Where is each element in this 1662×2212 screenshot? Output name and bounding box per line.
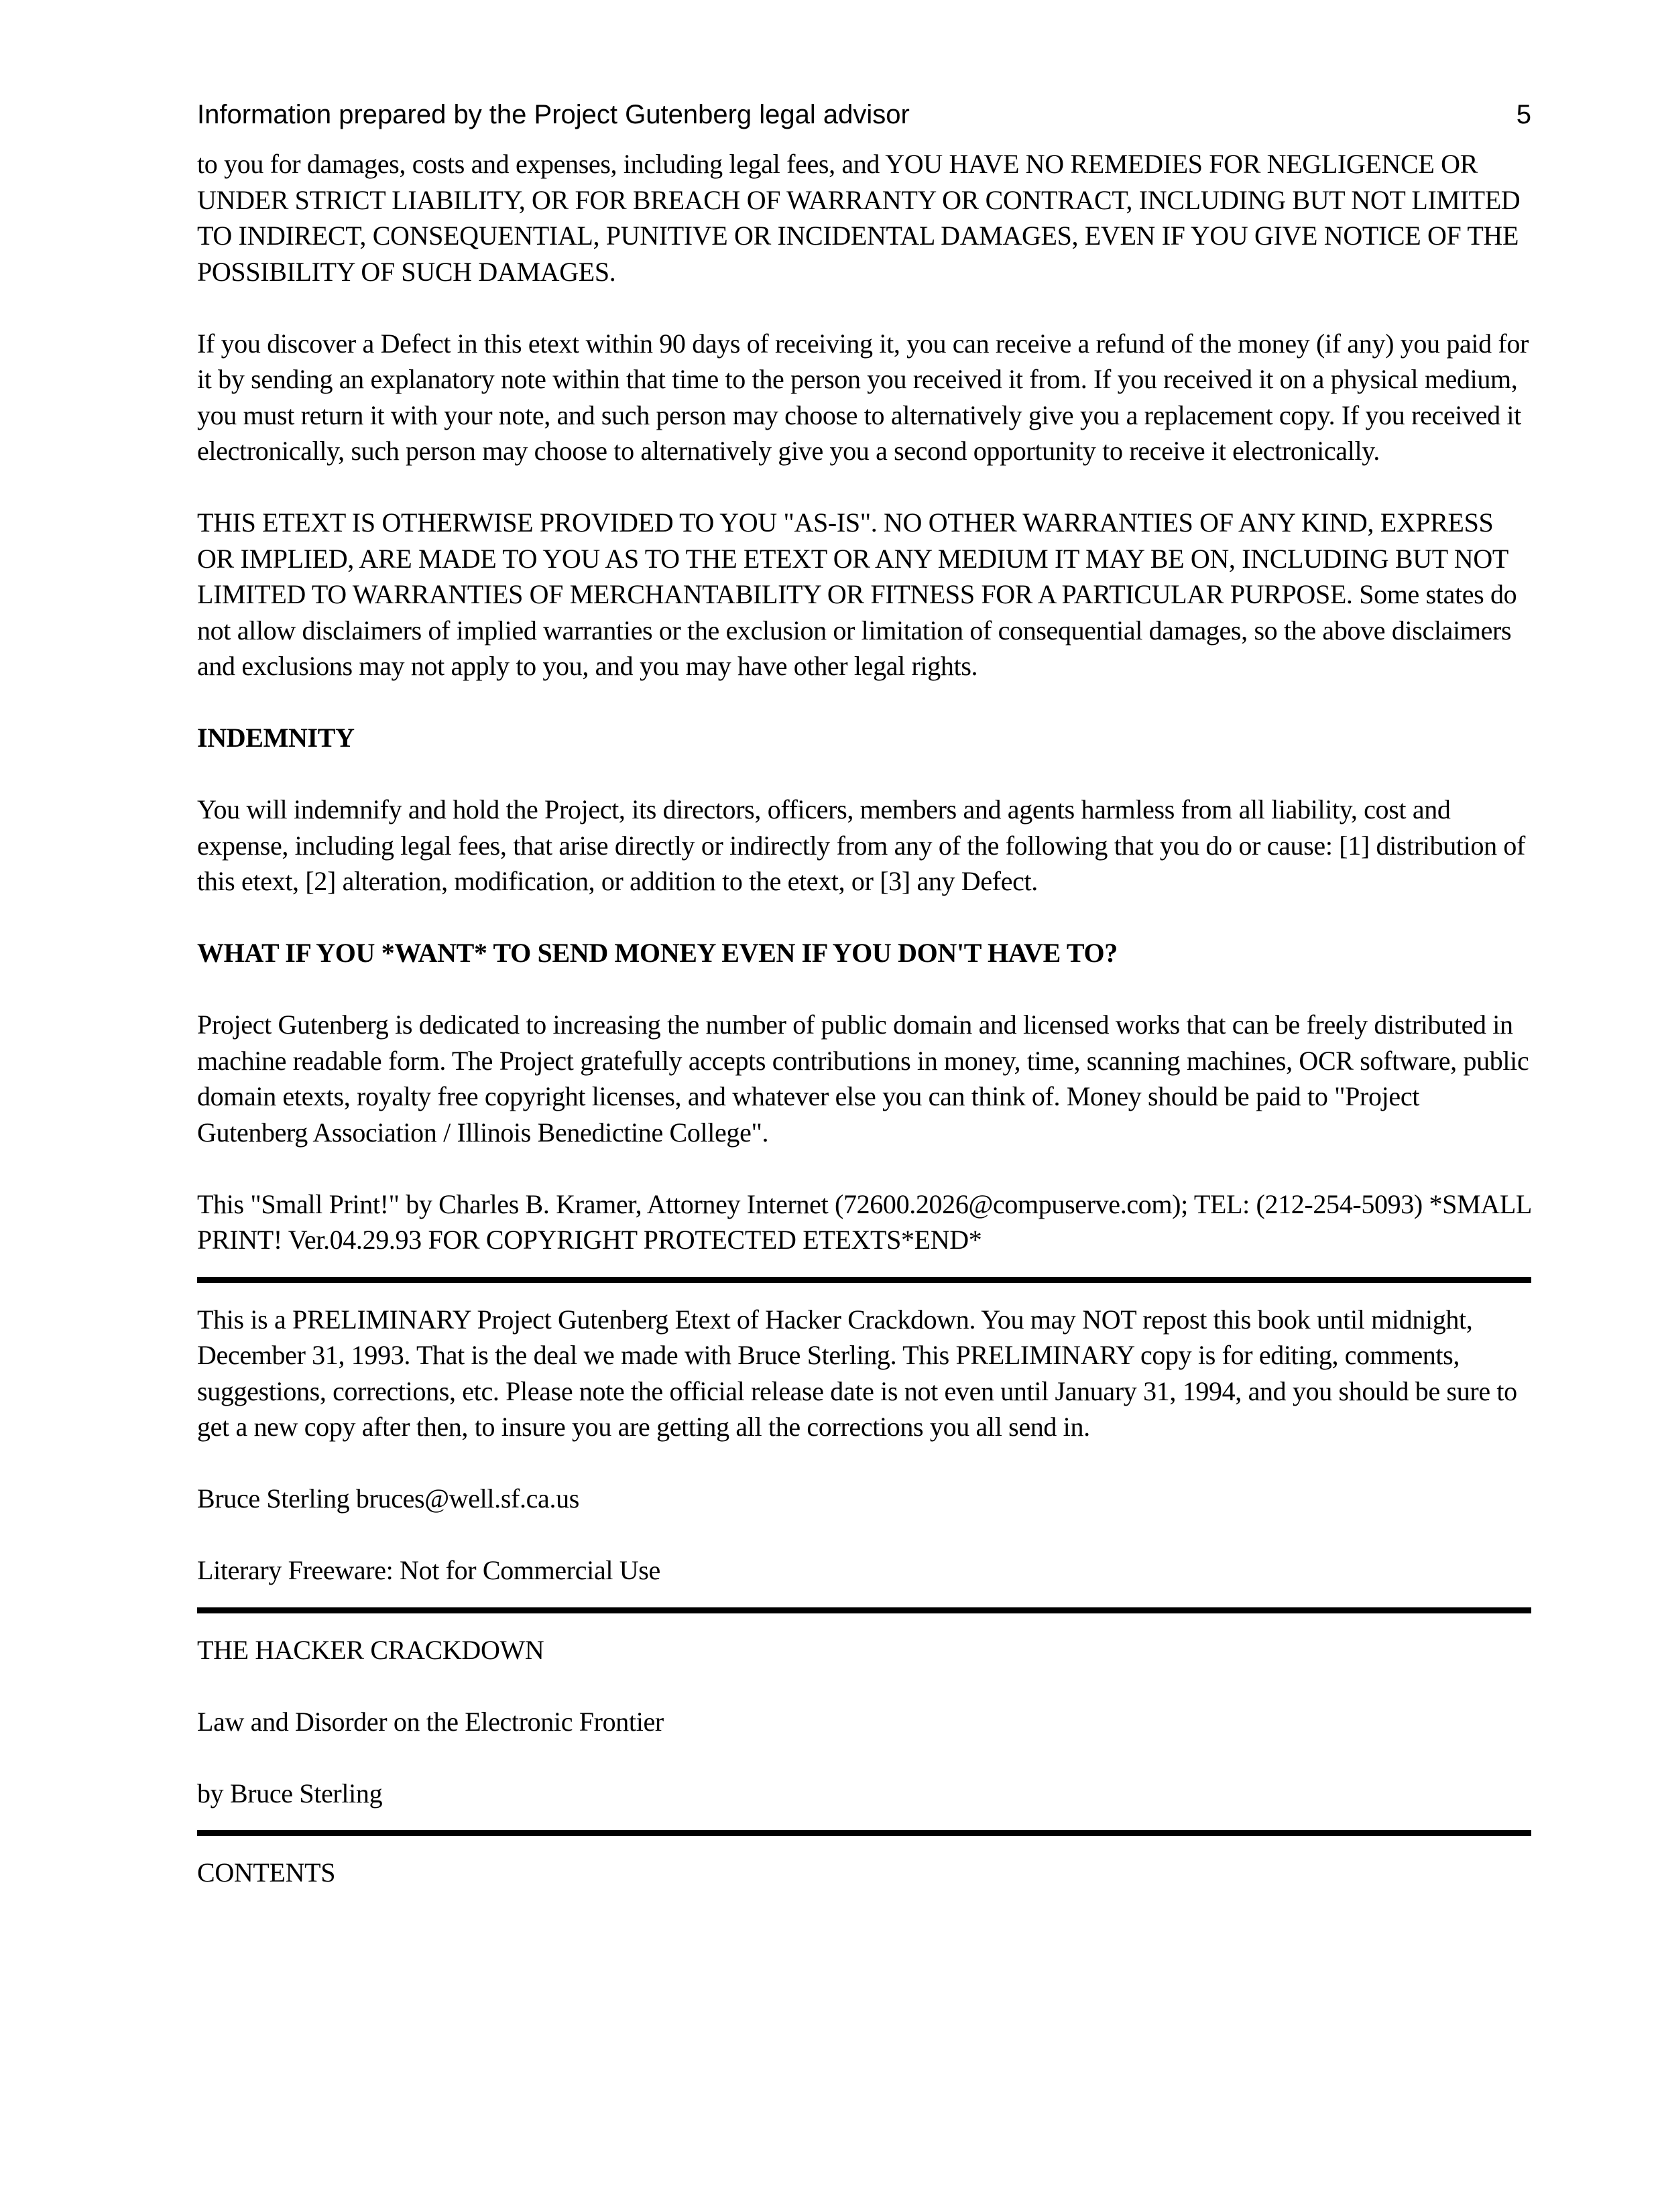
page-number: 5: [1516, 100, 1531, 129]
send-money-paragraph: Project Gutenberg is dedicated to increasing the number of public domain and licensed works that can be freely distributed in machine readable form. The Project gratefully accepts contributions in money, time, scanning machines, OCR software, public domain etexts, royalty free copyright licenses, and whatever else you can think of. Money should be paid to "Project Gutenberg Association / Illinois Benedictine College".: [197, 1009, 1529, 1148]
contents-heading: CONTENTS: [197, 1857, 336, 1888]
section-divider: [197, 1830, 1531, 1836]
running-header: [197, 98, 1531, 131]
as-is-paragraph: THIS ETEXT IS OTHERWISE PROVIDED TO YOU "AS-IS". NO OTHER WARRANTIES OF ANY KIND, EXPRESS OR IMPLIED, ARE MADE TO YOU AS TO THE ETEXT OR ANY MEDIUM IT MAY BE ON, INCLUDING BUT NOT LIMITED TO WARRANTIES OF MERCHANTABILITY OR FITNESS FOR A PARTICULAR PURPOSE. Some states do not allow disclaimers of implied warranties or the exclusion or limitation of consequential damages, so the above disclaimers and exclusions may not apply to you, and you may have other legal rights.: [197, 507, 1517, 681]
document-page: [197, 98, 1531, 1926]
document-body: [197, 146, 1531, 1891]
book-subtitle: Law and Disorder on the Electronic Frontier: [197, 1706, 664, 1737]
indemnity-paragraph: You will indemnify and hold the Project, its directors, officers, members and agents harmless from all liability, cost and expense, including legal fees, that arise directly or indirectly from any of the following that you do or cause: [1] distribution of this etext, [2] alteration, modification, or addition to the etext, or [3] any Defect.: [197, 794, 1526, 896]
book-title: THE HACKER CRACKDOWN: [197, 1634, 544, 1665]
damages-paragraph: to you for damages, costs and expenses, including legal fees, and YOU HAVE NO REMEDIES FOR NEGLIGENCE OR UNDER STRICT LIABILITY, OR FOR BREACH OF WARRANTY OR CONTRACT, INCLUDING BUT NOT LIMITED TO INDIRECT, CONSEQUENTIAL, PUNITIVE OR INCIDENTAL DAMAGES, EVEN IF YOU GIVE NOTICE OF THE POSSIBILITY OF SUCH DAMAGES.: [197, 149, 1521, 287]
byline: by Bruce Sterling: [197, 1778, 383, 1808]
preliminary-notice: This is a PRELIMINARY Project Gutenberg Etext of Hacker Crackdown. You may NOT repost this book until midnight, December 31, 1993. That is the deal we made with Bruce Sterling. This PRELIMINARY copy is for editing, comments, suggestions, corrections, etc. Please note the official release date is not even until January 31, 1994, and you should be sure to get a new copy after then, to insure you are getting all the corrections you all send in.: [197, 1304, 1517, 1442]
author-contact: Bruce Sterling bruces@well.sf.ca.us: [197, 1483, 579, 1514]
section-divider: [197, 1607, 1531, 1613]
small-print-credit: This "Small Print!" by Charles B. Kramer, Attorney Internet (72600.2026@compuserve.com); TEL: (212-254-5093) *SMALL PRINT! Ver.04.29.93 FOR COPYRIGHT PROTECTED ETEXTS*END*: [197, 1188, 1531, 1255]
refund-paragraph: If you discover a Defect in this etext within 90 days of receiving it, you can receive a refund of the money (if any) you paid for it by sending an explanatory note within that time to the person you received it from. If you received it on a physical medium, you must return it with your note, and such person may choose to alternatively give you a replacement copy. If you received it electronically, such person may choose to alternatively give you a second opportunity to receive it electronically.: [197, 328, 1529, 466]
section-divider: [197, 1277, 1531, 1283]
header-title: Information prepared by the Project Gutenberg legal advisor: [197, 100, 910, 129]
indemnity-heading: INDEMNITY: [197, 723, 355, 753]
send-money-heading: WHAT IF YOU *WANT* TO SEND MONEY EVEN IF YOU DON'T HAVE TO?: [197, 938, 1118, 968]
freeware-notice: Literary Freeware: Not for Commercial Use: [197, 1555, 660, 1585]
